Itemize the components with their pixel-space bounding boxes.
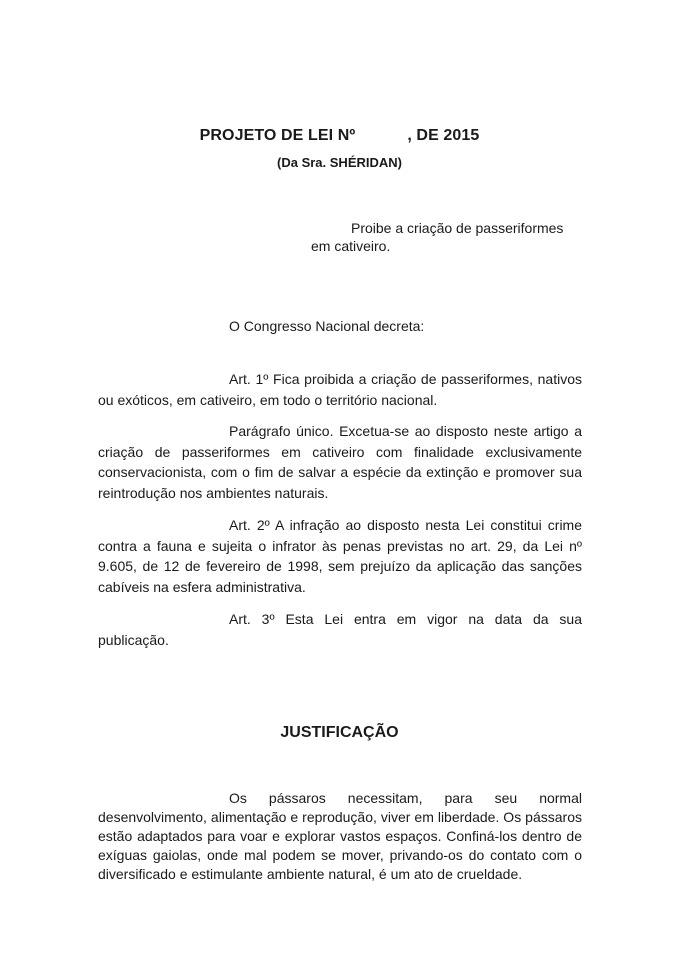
article-1: Art. 1º Fica proibida a criação de passeriformes, nativos ou exóticos, em cativeiro, em todo o território nacional. xyxy=(98,371,582,408)
article-2: Art. 2º A infração ao disposto nesta Lei constitui crime contra a fauna e sujeita o infrator às penas previstas no art. 29, da Lei nº 9.605, de 12 de fevereiro de 1998, sem prejuízo da aplicação das sanções cabíveis na esfera administrativa. xyxy=(98,517,582,595)
justificacao-heading: JUSTIFICAÇÃO xyxy=(280,724,399,741)
decreta-text: O Congresso Nacional decreta: xyxy=(229,318,425,334)
title-part-1: PROJETO DE LEI Nº xyxy=(199,127,356,144)
article-3: Art. 3º Esta Lei entra em vigor na data da sua publicação. xyxy=(98,611,582,648)
document-author: (Da Sra. SHÉRIDAN) xyxy=(277,155,402,170)
paragrafo-unico: Parágrafo único. Excetua-se ao disposto neste artigo a criação de passeriformes em cativeiro com finalidade exclusivamente conservacionista, com o fim de salvar a espécie da extinção e promover sua reintrodução nos ambientes naturais. xyxy=(98,423,582,501)
document-title xyxy=(0,127,679,145)
justificacao-paragraph: Os pássaros necessitam, para seu normal desenvolvimento, alimentação e reprodução, viver em liberdade. Os pássaros estão adaptados para voar e explorar vastos espaços. Confiná-los dentro de exíguas gaiolas, onde mal podem se mover, privando-os do contato com o diversificado e estimulante ambiente natural, é um ato de crueldade. xyxy=(98,790,582,882)
ementa-text: Proibe a criação de passeriformes em cativeiro. xyxy=(311,220,564,254)
title-part-2: , DE 2015 xyxy=(407,127,480,144)
